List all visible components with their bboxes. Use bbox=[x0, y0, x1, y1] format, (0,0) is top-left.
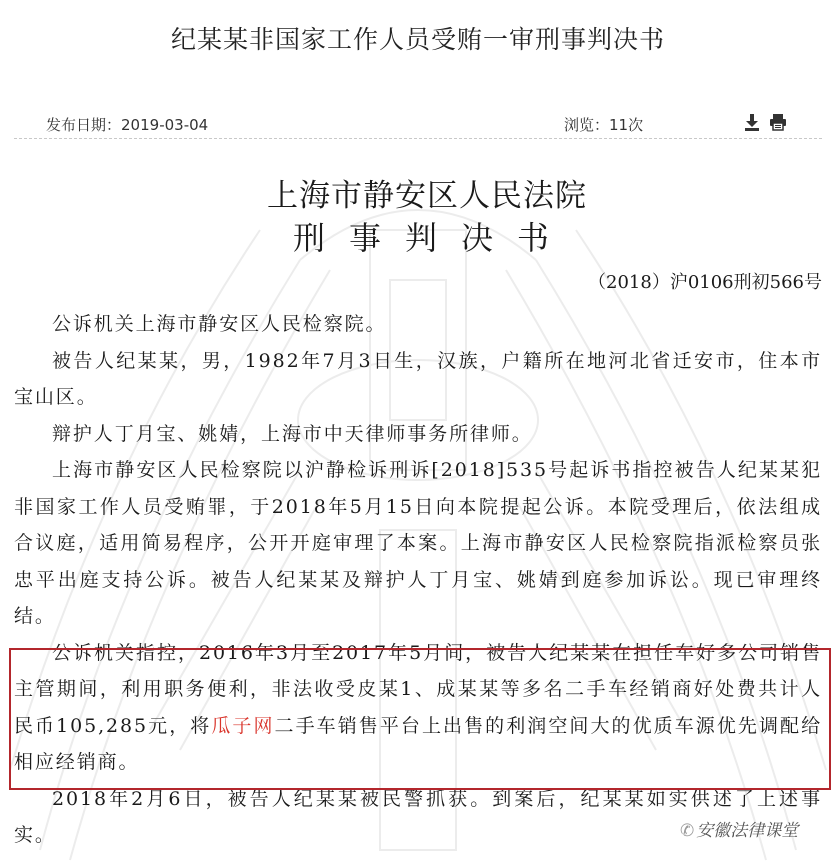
paragraph-procedure: 上海市静安区人民检察院以沪静检诉刑诉[2018]535号起诉书指控被告人纪某某犯非国家工作人员受贿罪，于2018年5月15日向本院提起公诉。本院受理后，依法组成合议庭，适用简易程序，公开开庭审理了本案。上海市静安区人民检察院指派检察员张忠平出庭支持公诉。被告人纪某某及辩护人丁月宝、姚婧到庭参加诉讼。现已审理终结。 bbox=[14, 459, 822, 627]
print-button[interactable] bbox=[768, 112, 788, 132]
watermark-text: 安徽法律课堂 bbox=[696, 821, 799, 841]
judgment-body bbox=[14, 306, 822, 854]
publish-date-label: 发布日期： bbox=[46, 116, 122, 134]
source-watermark bbox=[680, 816, 798, 841]
court-name: 上海市静安区人民法院 bbox=[267, 178, 587, 214]
charges-text-before: 公诉机关指控，2016年3月至2017年5月间，被告人纪某某在担任车好多公司销售主管期间，利用职务便利，非法收受皮某1、成某某等多名二手车经销商好处费共计人民币105,285元，将 bbox=[14, 641, 822, 737]
page-title: 纪某某非国家工作人员受贿一审刑事判决书 bbox=[170, 25, 665, 54]
paragraph-arrest: 2018年2月6日，被告人纪某某被民警抓获。到案后，纪某某如实供述了上述事实。 bbox=[14, 787, 822, 846]
meta-bar bbox=[14, 112, 822, 139]
wechat-icon: ✆ bbox=[680, 821, 695, 841]
action-icons bbox=[742, 112, 788, 132]
case-number: （2018）沪0106刑初566号 bbox=[588, 272, 822, 293]
download-icon bbox=[742, 112, 762, 132]
charges-text-after: 二手车销售平台上出售的利润空间大的优质车源优先调配给相应经销商。 bbox=[14, 714, 822, 773]
highlighted-company-name: 瓜子网 bbox=[211, 714, 275, 737]
paragraph-charges bbox=[14, 635, 822, 781]
view-count bbox=[564, 114, 643, 135]
paragraph-prosecutor: 公诉机关上海市静安区人民检察院。 bbox=[52, 313, 387, 335]
document-type: 刑事判决书 bbox=[292, 219, 573, 257]
publish-date-value: 2019-03-04 bbox=[121, 116, 209, 134]
publish-date bbox=[46, 114, 208, 135]
view-count-label: 浏览： bbox=[564, 116, 610, 134]
view-count-value: 11次 bbox=[609, 116, 644, 134]
paragraph-defendant: 被告人纪某某，男，1982年7月3日生，汉族，户籍所在地河北省迁安市，住本市宝山区。 bbox=[14, 349, 822, 408]
download-button[interactable] bbox=[742, 112, 762, 132]
paragraph-defense-counsel: 辩护人丁月宝、姚婧，上海市中天律师事务所律师。 bbox=[52, 422, 533, 445]
print-icon bbox=[768, 112, 788, 132]
